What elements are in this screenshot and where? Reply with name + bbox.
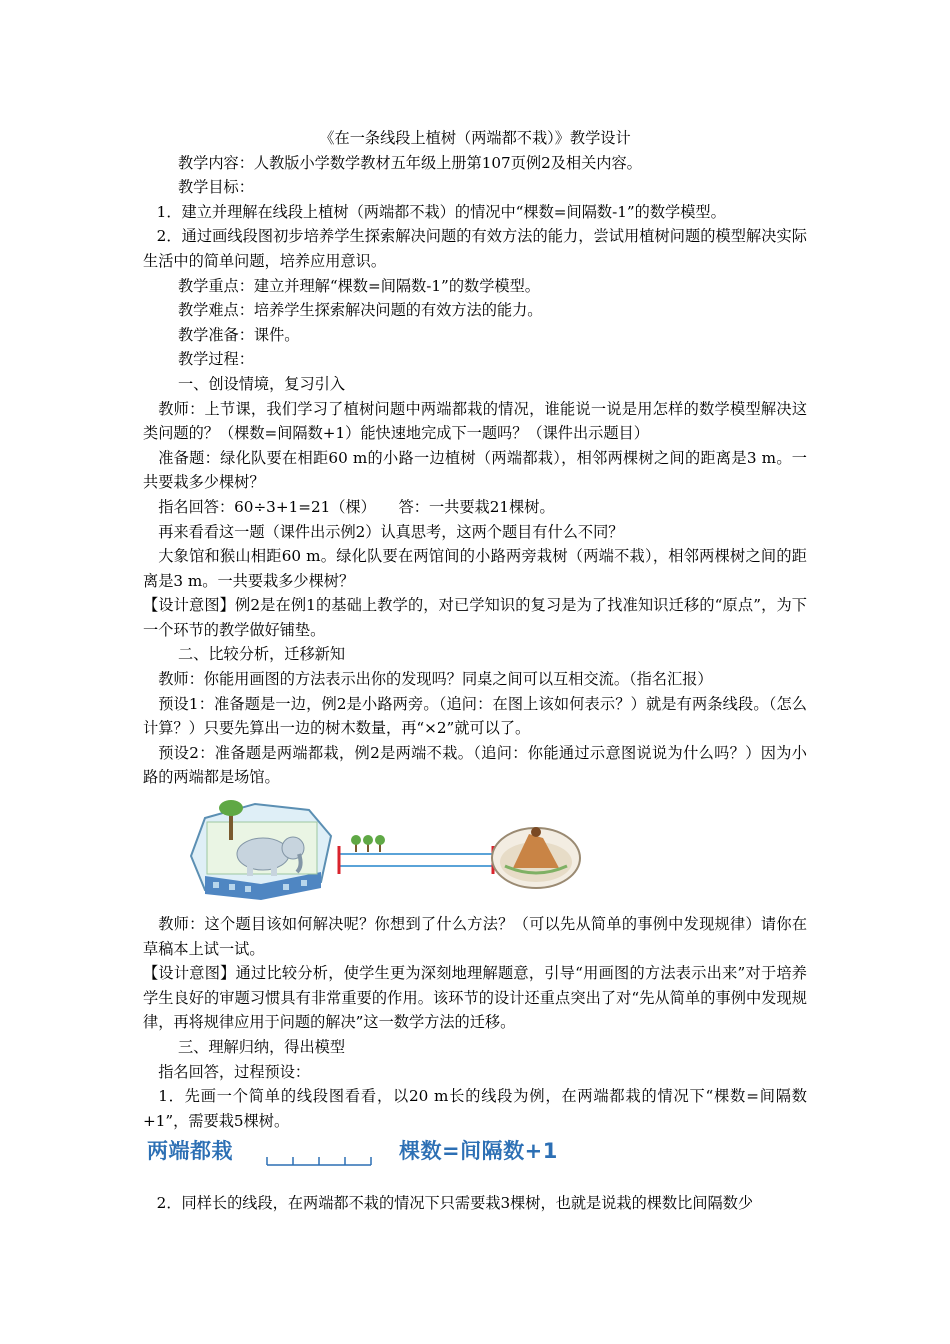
section-1-answer: 指名回答：60÷3+1=21（棵） 答：一共要栽21棵树。 [158,497,555,516]
section-2-teacher-2: 教师：这个题目该如何解决呢？你想到了什么方法？（可以先从简单的事例中发现规律）请你在草稿本上试一试。 [143,915,807,958]
document-title: 《在一条线段上植树（两端都不栽）》教学设计 [319,129,631,147]
model-banner [143,1137,807,1183]
section-3-answer: 指名回答，过程预设： [158,1062,311,1081]
section-1-example: 大象馆和猴山相距60 m。绿化队要在两馆间的小路两旁栽树（两端不栽），相邻两棵树之间的距离是3 m。一共要栽多少棵树？ [143,547,807,590]
difficulty: 教学难点：培养学生探索解决问题的有效方法的能力。 [177,301,543,320]
section-3-heading: 三、理解归纳，得出模型 [177,1038,346,1056]
segment-diagram [265,1145,375,1171]
key-point: 教学重点：建立并理解“棵数=间隔数-1”的数学模型。 [177,276,540,295]
goal-1: 1．建立并理解在线段上植树（两端都不栽）的情况中“棵数=间隔数-1”的数学模型。 [156,202,726,221]
section-2-design-intent: 【设计意图】通过比较分析，使学生更为深刻地理解题意，引导“用画图的方法表示出来”对于培养学生良好的审题习惯具有非常重要的作用。该环节的设计还重点突出了对“先从简单的事例中发现规律，再将规律应用于问题的解决”这一数学方法的迁移。 [143,964,807,1032]
section-2-teacher: 教师：你能用画图的方法表示出你的发现吗？同桌之间可以互相交流。（指名汇报） [158,670,713,689]
banner-both-ends-planted: 两端都栽 [147,1139,233,1164]
process-heading: 教学过程： [177,350,254,369]
section-1-teacher: 教师：上节课，我们学习了植树问题中两端都栽的情况，谁能说一说是用怎样的数学模型解决这类问题的？（棵数=间隔数+1）能快速地完成下一题吗？（课件出示题目） [143,399,807,443]
preparation: 教学准备：课件。 [177,325,300,344]
roadside-trees [351,835,385,852]
teaching-content: 教学内容：人教版小学数学教材五年级上册第107页例2及相关内容。 [177,153,642,172]
section-2-preset-1: 预设1：准备题是一边，例2是小路两旁。（追问：在图上该如何表示？）就是有两条线段。（怎么计算？）只要先算出一边的树木数量，再“×2”就可以了。 [143,694,807,738]
goals-heading: 教学目标： [177,178,254,197]
section-1-prep-problem: 准备题：绿化队要在相距60 m的小路一边植树（两端都栽），相邻两棵树之间的距离是3 m。一共要栽多少棵树？ [143,448,807,492]
section-3-item-1: 1．先画一个简单的线段图看看，以20 m长的线段为例，在两端都栽的情况下“棵数=间隔数+1”，需要栽5棵树。 [143,1087,807,1130]
elephant-house-and-monkey-hill-image [143,796,583,906]
road-segment [339,846,493,874]
section-2-heading: 二、比较分析，迁移新知 [177,645,346,664]
section-2-preset-2: 预设2：准备题是两端都栽，例2是两端不栽。（追问：你能通过示意图说说为什么吗？）因为小路的两端都是场馆。 [143,743,807,787]
zoo-illustration [143,796,807,906]
section-1-design-intent: 【设计意图】例2是在例1的基础上教学的，对已学知识的复习是为了找准知识迁移的“原点”，为下一个环节的教学做好铺垫。 [143,596,807,639]
banner-formula: 棵数=间隔数+1 [399,1139,558,1164]
section-1-again: 再来看看这一题（课件出示例2）认真思考，这两个题目有什么不同？ [158,522,624,541]
elephant-house [191,800,331,900]
section-3-item-2: 2．同样长的线段，在两端都不栽的情况下只需要栽3棵树，也就是说栽的棵数比间隔数少 [156,1194,754,1213]
document-page [143,126,807,1216]
goal-2: 2．通过画线段图初步培养学生探索解决问题的有效方法的能力，尝试用植树问题的模型解决实际生活中的简单问题，培养应用意识。 [143,227,807,270]
monkey-hill [492,827,580,888]
section-1-heading: 一、创设情境，复习引入 [177,374,346,393]
